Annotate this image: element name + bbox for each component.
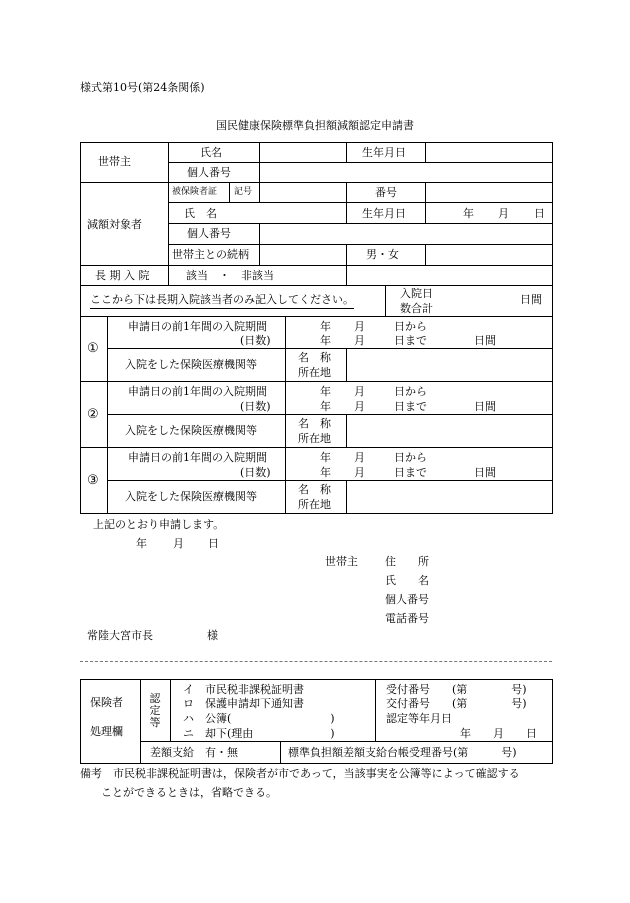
applicant-phone-label: 電話番号: [385, 612, 429, 625]
remarks-line-1: 市民税非課税証明書は，保険者が市であって，当該事実を公簿等によって確認する: [113, 767, 520, 780]
institution-label: 入院をした保険医療機関等: [125, 358, 257, 371]
office-item-1: イ 市民税非課税証明書: [183, 683, 304, 696]
householder-birth-label: 生年月日: [362, 146, 406, 159]
householder-name-label: 氏名: [200, 146, 222, 159]
declaration-text: 上記のとおり申請します。: [93, 518, 225, 531]
from-month: 月: [354, 320, 365, 333]
insured-card-label: 被保険者証: [172, 187, 218, 197]
applicant-personal-number-label: 個人番号: [385, 593, 429, 606]
period-marker: ③: [87, 473, 99, 488]
period-days-unit: 日間: [474, 400, 496, 413]
issue-number: 交付番号 (第 号): [386, 697, 527, 710]
period-label: 申請日の前1年間の入院期間: [128, 385, 267, 398]
from-day: 日から: [394, 385, 427, 398]
target-name-label: 氏 名: [184, 207, 217, 220]
approval-label: 認定等: [149, 692, 161, 729]
period-days-label: (日数): [240, 400, 271, 413]
until-year: 年: [320, 466, 331, 479]
until-month: 月: [354, 334, 365, 347]
until-year: 年: [320, 334, 331, 347]
declaration-year: 年: [136, 537, 147, 550]
ledger-number: 標準負担額差額支給台帳受理番号(第 号): [288, 746, 517, 759]
processing-label: 処理欄: [90, 725, 123, 738]
addressee: 常陸大宮市長: [87, 629, 153, 642]
from-year: 年: [320, 320, 331, 333]
institution-label: 入院をした保険医療機関等: [125, 490, 257, 503]
from-year: 年: [320, 385, 331, 398]
period-days-unit: 日間: [474, 334, 496, 347]
relation-label: 世帯主との続柄: [172, 248, 249, 261]
separator-dashed-line: [80, 661, 552, 662]
target-personal-number-label: 個人番号: [187, 227, 231, 240]
addressee-honorific: 様: [207, 629, 218, 642]
institution-label: 入院をした保険医療機関等: [125, 424, 257, 437]
period-label: 申請日の前1年間の入院期間: [128, 320, 267, 333]
target-birth-label: 生年月日: [362, 207, 406, 220]
from-day: 日から: [394, 451, 427, 464]
difference-payment: 差額支給 有・無: [150, 746, 238, 759]
symbol-label: 記号: [234, 187, 253, 197]
from-month: 月: [354, 451, 365, 464]
declaration-month: 月: [173, 537, 184, 550]
period-days-label: (日数): [240, 334, 271, 347]
period-label: 申請日の前1年間の入院期間: [128, 451, 267, 464]
from-year: 年: [320, 451, 331, 464]
period-marker: ①: [87, 341, 99, 356]
until-day: 日まで: [394, 334, 427, 347]
householder-personal-number-label: 個人番号: [187, 166, 231, 179]
until-day: 日まで: [394, 400, 427, 413]
long-stay-note: ここから下は長期入院該当者のみ記入してください。: [90, 294, 354, 305]
approval-date-label: 認定等年月日: [386, 712, 452, 725]
declaration-day: 日: [208, 537, 219, 550]
long-stay-label: 長 期 入 院: [95, 269, 150, 282]
days-total-unit: 日間: [520, 293, 542, 306]
office-item-3: ハ 公簿( ): [183, 712, 335, 725]
target-birth-day: 日: [534, 207, 545, 220]
from-day: 日から: [394, 320, 427, 333]
until-month: 月: [354, 400, 365, 413]
sex-label: 男・女: [366, 248, 399, 261]
applicant-label: 世帯主: [325, 555, 358, 568]
institution-address-label: 所在地: [298, 366, 331, 379]
period-days-label: (日数): [240, 466, 271, 479]
until-year: 年: [320, 400, 331, 413]
long-stay-choices: 該当 ・ 非該当: [186, 269, 274, 282]
institution-name-label: 名 称: [298, 351, 331, 364]
period-days-unit: 日間: [474, 466, 496, 479]
period-marker: ②: [87, 407, 99, 422]
receipt-number: 受付番号 (第 号): [386, 683, 527, 696]
office-item-2: ロ 保護申請却下通知書: [183, 697, 304, 710]
target-birth-year: 年: [463, 207, 474, 220]
institution-name-label: 名 称: [298, 483, 331, 496]
approval-date-parts: 年 月 日: [460, 727, 537, 740]
days-total-label-1: 入院日: [400, 287, 433, 300]
form-number: 様式第10号(第24条関係): [80, 81, 205, 94]
form-title: 国民健康保険標準負担額減額認定申請書: [216, 119, 414, 132]
institution-name-label: 名 称: [298, 417, 331, 430]
from-month: 月: [354, 385, 365, 398]
target-birth-month: 月: [498, 207, 509, 220]
target-label: 減額対象者: [87, 218, 142, 231]
applicant-address-label: 住 所: [385, 555, 429, 568]
remarks-label: 備考: [80, 767, 102, 780]
until-day: 日まで: [394, 466, 427, 479]
target-number-label: 番号: [375, 186, 397, 199]
days-total-label-2: 数合計: [400, 302, 433, 315]
householder-label: 世帯主: [98, 155, 131, 168]
office-item-4: ニ 却下(理由 ): [183, 727, 335, 740]
until-month: 月: [354, 466, 365, 479]
insurer-label: 保険者: [90, 696, 123, 709]
remarks-line-2: ことができるときは，省略できる。: [101, 786, 277, 799]
applicant-name-label: 氏 名: [385, 574, 429, 587]
institution-address-label: 所在地: [298, 498, 331, 511]
institution-address-label: 所在地: [298, 432, 331, 445]
